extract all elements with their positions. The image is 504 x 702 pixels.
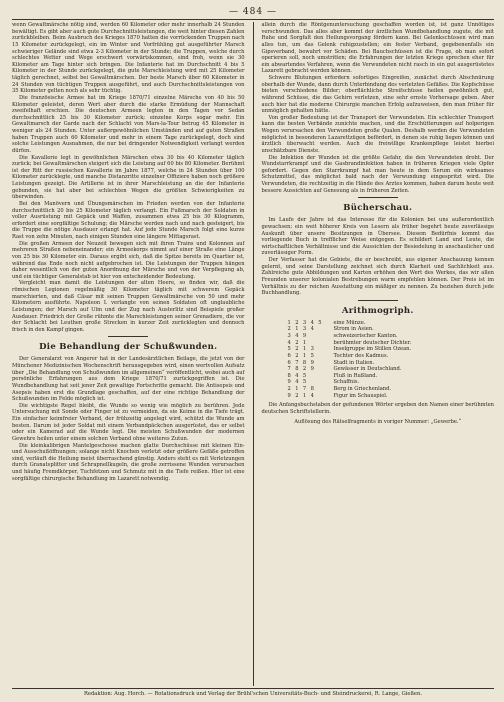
article-paragraph: Vergleicht man damit die Leistungen der alten Heere, so finden wir, daß die römischen Legionen regelmäßig 30 Kilometer täglich mit schwerem Gepäck marschierten, und daß Cäsar mit seinen Truppen Gewaltmärsche von 50 und mehr Kilometern ausführte. Napoleon I. verlangte von seinen Soldaten oft unglaubliche Leistungen; der Marsch auf Ulm und der Zug nach Austerlitz sind Beispiele großer Ausdauer. Friedrich der Große rühmte die Marschleistungen seiner Grenadiere, die vor der Schlacht bei Leuthen große Strecken in kurzer Zeit zurücklegten und dennoch frisch in den Kampf gingen. xyxy=(12,280,245,333)
columns xyxy=(12,22,494,686)
page-number: — 484 — xyxy=(229,7,277,17)
article-paragraph: Die Infektion der Wunden ist die größte Gefahr, die den Verwundeten droht. Der Wundstarrkrampf und die Gasbrandinfektion haben in früheren Kriegen viele Opfer gefordert. Gegen den Starrkrampf hat man heute in dem Serum ein wirksames Schutzmittel, das möglichst bald nach der Verwundung eingespritzt wird. Die Verwundeten, die rechtzeitig in die Hände des Arztes kommen, haben darum heute weit bessere Aussichten auf Genesung als in früheren Zeiten. xyxy=(261,154,494,194)
puzzle-line: 2 1 3 4 Strom in Asien. xyxy=(287,326,374,333)
puzzle-line: 8 4 5 Fluß in Rußland. xyxy=(287,372,378,379)
article-paragraph: Die kleinkalibrigen Mantelgeschosse machen glatte Durchschüsse mit kleinen Ein- und Ausschußöffnungen; solange nicht Knochen verletzt oder größere Gefäße getroffen sind, verläuft die Heilung meist überraschend günstig. Anders steht es mit Verletzungen durch Granatsplitter und Schrapnellkugeln, die große zerrissene Wunden verursachen und häufig Fremdkörper, Tuchfetzen und Schmutz mit in die Tiefe reißen. Hier ist eine sorgfältige chirurgische Behandlung im Lazarett notwendig. xyxy=(12,442,245,482)
section-divider xyxy=(358,300,398,301)
puzzle-line: 5 2 1 3 Inselgruppe im Stillen Ozean. xyxy=(287,346,412,353)
puzzle-line: 6 2 1 5 Tochter des Kadmus. xyxy=(287,352,389,359)
article-paragraph: Die wichtigste Regel bleibt, die Wunde so wenig wie möglich zu berühren. Jede Untersuchung mit Sonde oder Finger ist zu vermeiden, da sie Keime in die Tiefe trägt. Ein einfacher keimfreier Verband, der frühzeitig angelegt wird, schützt die Wunde am besten. Darum ist jeder Soldat mit einem Verbandpäckchen ausgerüstet, das er selbst oder ein Kamerad auf die Wunde legt. Die meisten Schußwunden der modernen Gewehre heilen unter einem solchen Verband ohne weiteres Zutun. xyxy=(12,402,245,442)
article-paragraph: Schwere Blutungen erfordern sofortiges Eingreifen, zunächst durch Abschnürung oberhalb der Wunde, dann durch Unterbindung des verletzten Gefäßes. Die Kopfschüsse bieten verschiedene Bilder; oberflächliche Streifschüsse heilen gewöhnlich gut, während Schüsse, die das Gehirn verletzen, eine sehr ernste Vorhersage geben. Aber auch hier hat die moderne Chirurgie manchen Erfolg aufzuweisen, den man früher für unmöglich gehalten hätte. xyxy=(261,75,494,115)
review-paragraph: Der Verfasser hat die Gebiete, die er beschreibt, aus eigener Anschauung kennen gelernt, und seine Darstellung zeichnet sich durch Klarheit und Sachlichkeit aus. Zahlreiche gute Abbildungen und Karten erhöhen den Wert des Werkes, das wir allen Freunden unserer kolonialen Bestrebungen warm empfehlen können. Der Preis ist im Verhältnis zu der reichen Ausstattung ein mäßiger zu nennen. Zu beziehen durch jede Buchhandlung. xyxy=(261,257,494,297)
article-paragraph: Bei den Manövern und Übungsmärschen im Frieden werden von der Infanterie durchschnittlich 20 bis 25 Kilometer täglich verlangt. Ein Fußmarsch der Soldaten in voller Ausrüstung mit Gepäck und Waffen, zusammen etwa 25 bis 30 Kilogramm, erfordert eine sorgfältige Schulung; die Märsche werden nach und nach gesteigert, bis die Truppe die nötige Ausdauer erlangt hat. Auf jede Stunde Marsch folgt eine kurze Rast von zehn Minuten, nach einigen Stunden eine längere Mittagsrast. xyxy=(12,200,245,240)
puzzle-list xyxy=(287,320,494,400)
puzzle-line: 7 8 2 9 Gewässer in Deutschland. xyxy=(287,366,402,373)
article-paragraph: Die französische Armee hat im Kriege 1870/71 einzelne Märsche von 40 bis 50 Kilometer geleistet, deren Wert aber durch die starke Ermüdung der Mannschaft zweifelhaft erschien. Die deutschen Armeen legten in den Tagen vor Sedan durchschnittlich 25 bis 30 Kilometer zurück; einzelne Korps sogar mehr. Ein Gewaltmarsch der Garde nach der Schlacht von Mars-la-Tour betrug 45 Kilometer in weniger als 24 Stunden. Unter außergewöhnlichen Umständen und auf guten Straßen haben Truppen auch 60 Kilometer und mehr in einem Tage zurückgelegt, doch sind solche Leistungen Ausnahmen, die nur bei dringender Notwendigkeit verlangt werden dürfen. xyxy=(12,94,245,154)
section-divider xyxy=(108,336,148,337)
right-column xyxy=(261,22,494,686)
top-rule xyxy=(12,19,494,20)
puzzle-line: 6 7 8 9 Stadt in Italien. xyxy=(287,359,375,366)
puzzle-line: 4 2 1 berühmter deutscher Dichter. xyxy=(287,339,412,346)
imprint-footer: Redaktion: Aug. Horch. — Rotationsdruck und Verlag der Brühl'schen Universitäts-Buch- und Steindruckerei, R. Lange, Gießen. xyxy=(12,688,494,698)
puzzle-line: 9 4 5 Schaffnis. xyxy=(287,379,360,386)
puzzle-line: 3 4 9 schweizerischer Kanton. xyxy=(287,333,398,339)
article-heading-wounds: Die Behandlung der Schußwunden. xyxy=(39,342,218,353)
review-paragraph: Im Laufe der Jahre ist das Interesse für die Kolonien bei uns außerordentlich gewachsen; ein weit höherer Kreis von Lesern als früher begehrt heute zuverlässige Auskunft über unsere Besitzungen in Übersee. Diesem Bedürfnis kommt das vorliegende Buch in trefflicher Weise entgegen. Es schildert Land und Leute, die wirtschaftlichen Verhältnisse und die Aussichten der Besiedelung in anschaulicher und zuverlässiger Form. xyxy=(261,217,494,257)
book-review-heading: Bücherschau. xyxy=(343,203,413,214)
article-paragraph: Von großer Bedeutung ist der Transport der Verwundeten. Ein schlechter Transport kann die besten Verbände zunichte machen, und die Erschütterungen auf holperigen Wegen verursachen den Verwundeten große Qualen. Deshalb werden die Verwundeten möglichst in besonderen Lazarettzügen befördert, in denen sie ruhig liegen können und ärztlich überwacht werden. Auch die freiwillige Krankenpflege leistet hierbei unschätzbare Dienste. xyxy=(261,114,494,154)
column-divider xyxy=(253,22,254,686)
puzzle-solution: Auflösung des Rätselfragments in voriger Nummer: „Gewerbe.“ xyxy=(294,418,462,425)
puzzle-note: Die Anfangsbuchstaben der gefundenen Wörter ergeben den Namen einer berühmten deutschen Schriftstellerin. xyxy=(261,402,494,415)
puzzle-line: 9 2 1 4 Figur im Schauspiel. xyxy=(287,392,388,399)
puzzle-line: 1 2 3 4 5 eine Münze. xyxy=(287,319,366,326)
article-paragraph: wenn Gewaltmärsche nötig sind, werden 60 Kilometer oder mehr innerhalb 24 Stunden bewältigt. Es gibt aber auch gute Durchschnittsleistungen, die weit hinter diesen Zahlen zurückbleiben. Beim Ausbruch des Krieges 1870 hatten die vorrückenden Truppen nach 15 Kilometer zurückgelegt, ein im Winter und Vorfrühling gut ausgeführter Marsch schwieriger Gelände sind etwa 2-3 Kilometer in der Stunde; die Truppen, welche durch schlechtes Wetter und Wege erschwert vorwärtskommen, sind froh, wenn sie 30 Kilometer am Tage hinter sich bringen. Die Infanterie hat im Durchschnitt 4 bis 5 Kilometer in der Stunde zurückgelegt, die gute Marschleistung wird mit 25 Kilometer täglich gerechnet, selbst bei Gewaltmärschen. Der beste Marsch über 60 Kilometer in 24 Stunden von tüchtigen Truppen ausgeführt, und auch Durchschnittsleistungen von 35 Kilometer gelten noch als sehr tüchtig. xyxy=(12,22,245,95)
article-paragraph: Die Kavallerie legt in gewöhnlichen Märschen etwa 30 bis 40 Kilometer täglich zurück; bei Gewaltmärschen steigert sich die Leistung auf 60 bis 80 Kilometer. Berühmt ist der Ritt der russischen Kavallerie im Jahre 1877, welche in 24 Stunden über 100 Kilometer zurücklegte, und manche Distanzritte einzelner Offiziere haben noch größere Leistungen gezeigt. Die Artillerie ist in ihrer Marschleistung an die der Infanterie gebunden, sie hat aber bei schlechten Wegen die größten Schwierigkeiten zu überwinden. xyxy=(12,154,245,201)
section-divider xyxy=(358,197,398,198)
article-paragraph: allein durch die Röntgenuntersuchung geschaffen worden ist, ist ganz Unnötiges verschwunden. Das alles aber kommt der ärztlichen Wundbehandlung zugute, die mit Ruhe und Sorgfalt den Heilungsvorgang fördern kann. Bei Gelenkschüssen wird man alles tun, um das Gelenk ruhigzustellen; ein fester Verband, gegebenenfalls ein Gipsverband, bewahrt vor Schäden. Bei Bauchschüssen ist die Frage, ob man sofort operieren soll, noch umstritten; die Erfahrungen der letzten Kriege sprechen eher für ein abwartendes Verfahren, wenn die Verwundeten nicht rasch in ein gut ausgerüstetes Lazarett gebracht werden können. xyxy=(261,22,494,75)
puzzle-line: 2 1 7 8 Berg in Griechenland. xyxy=(287,386,392,392)
left-column xyxy=(12,22,245,686)
article-paragraph: Die großen Armeen der Neuzeit bewegen sich mit ihren Trains und Kolonnen auf mehreren Straßen nebeneinander; ein Armeekorps nimmt auf einer Straße eine Länge von 25 bis 30 Kilometer ein. Daraus ergibt sich, daß die Spitze bereits im Quartier ist, während das Ende noch nicht aufgebrochen ist. Die Leistungen der Truppen hängen daher wesentlich von der guten Anordnung der Märsche und von der Verpflegung ab, und ein tüchtiger Generalstab ist hier von entscheidender Bedeutung. xyxy=(12,240,245,280)
puzzle-heading: Arithmogriph. xyxy=(341,305,414,316)
article-paragraph: Der Generalarzt von Angerer hat in der Landesärztlichen Beilage, die jetzt von der Münchener Medizinischen Wochenschrift herausgegeben wird, einen wertvollen Aufsatz über „Die Behandlung von Schußwunden im allgemeinen“ veröffentlicht, wobei auch auf persönliche Erfahrungen aus dem Kriege 1870/71 zurückgegriffen ist. Die Wundbehandlung hat seit jener Zeit gewaltige Fortschritte gemacht. Die Antisepsis und Asepsis haben erst die Grundlage geschaffen, auf der eine richtige Behandlung der Schußwunden im Felde möglich ist. xyxy=(12,356,245,403)
